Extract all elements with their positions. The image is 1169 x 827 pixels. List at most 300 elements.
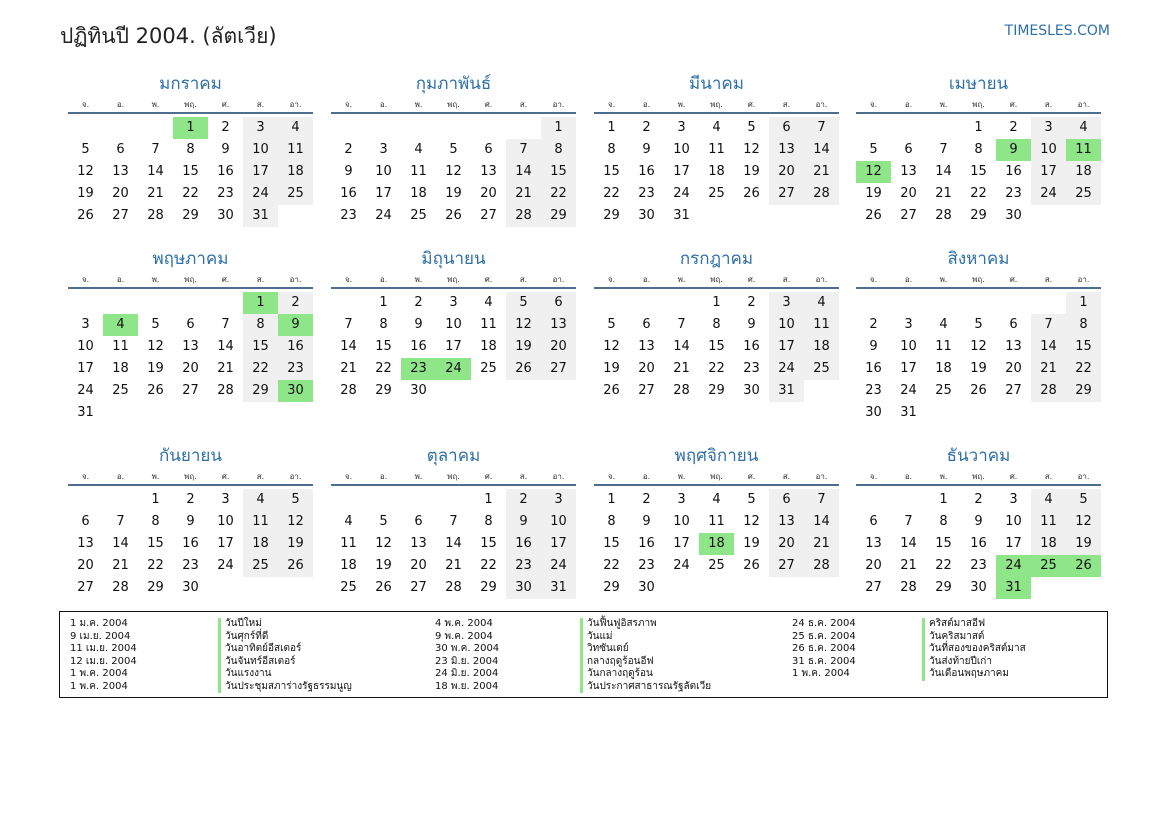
month-name: กุมภาพันธ์ [415,74,492,94]
day-cell: 1 [939,492,948,507]
day-cell: 14 [147,164,164,179]
day-cell: 4 [484,295,493,310]
day-cell: 8 [243,314,278,336]
day-empty [138,117,173,139]
day-cell: 29 [541,205,576,227]
weekday-label: พฤ. [710,472,723,481]
day-cell: 3 [541,489,576,511]
site-link[interactable]: TIMESLES.COM [1004,23,1110,39]
day-cell: 13 [77,536,94,551]
day-empty [103,292,138,314]
weekday-label: อ. [379,275,388,284]
page-title: ปฏิทินปี 2004. (ลัตเวีย) [60,24,277,48]
day-cell: 20 [865,558,882,573]
holiday-date: 11 เม.ย. 2004 [70,643,137,654]
day-cell: 18 [278,161,313,183]
day-cell: 6 [904,142,913,157]
day-cell: 19 [278,533,313,555]
day-cell: 9 [414,317,423,332]
weekday-label: พฤ. [972,472,985,481]
weekday-label: ส. [256,100,265,109]
day-cell: 17 [217,536,234,551]
day-cell: 23 [638,186,655,201]
day-cell: 17 [243,161,278,183]
month-block [68,70,313,227]
day-cell: 17 [673,536,690,551]
day-cell: 14 [340,339,357,354]
holiday-name: วันฟื้นฟูอิสรภาพ [580,618,711,631]
day-cell: 2 [414,295,423,310]
day-cell: 22 [603,186,620,201]
day-cell: 4 [712,492,721,507]
day-empty [331,489,366,511]
month-name: สิงหาคม [947,249,1010,269]
day-cell: 26 [865,208,882,223]
weekday-header [331,470,576,486]
day-cell: 3 [243,117,278,139]
day-cell: 7 [116,514,125,529]
day-cell: 18 [708,164,725,179]
weekday-label: อา. [289,472,302,481]
day-cell: 1 [173,117,208,139]
weekday-label: พ. [939,100,948,109]
day-cell: 5 [379,514,388,529]
day-cell: 20 [769,533,804,555]
day-cell: 4 [414,142,423,157]
weekday-label: ศ. [221,100,230,109]
month-name: ตุลาคม [426,446,481,466]
day-cell: 17 [673,164,690,179]
day-cell: 3 [449,295,458,310]
holiday-name: วันแรงงาน [218,668,352,681]
weekday-label: จ. [344,275,353,284]
day-cell: 9 [642,142,651,157]
day-cell: 30 [638,580,655,595]
day-cell: 23 [743,361,760,376]
day-cell: 2 [506,489,541,511]
day-cell: 5 [278,489,313,511]
day-cell: 28 [1031,380,1066,402]
day-cell: 19 [445,186,462,201]
day-cell: 29 [1066,380,1101,402]
month-name: กันยายน [158,446,222,466]
day-cell: 23 [401,358,436,380]
holiday-name: วันเดือนพฤษภาคม [922,668,1026,681]
weekday-label: พ. [151,472,160,481]
day-cell: 3 [1031,117,1066,139]
day-cell: 24 [243,183,278,205]
day-cell: 15 [603,536,620,551]
weekday-label: พ. [414,275,423,284]
day-cell: 29 [603,208,620,223]
day-cell: 4 [1031,489,1066,511]
day-cell: 25 [708,558,725,573]
day-cell: 29 [480,580,497,595]
holiday-name: วันปีใหม่ [218,618,352,631]
day-cell: 19 [1066,533,1101,555]
weekday-label: อ. [642,472,651,481]
day-cell: 9 [974,514,983,529]
day-cell: 10 [243,139,278,161]
day-grid [594,489,839,599]
day-cell: 11 [340,536,357,551]
day-cell: 6 [484,142,493,157]
day-grid [856,292,1101,424]
day-cell: 27 [900,208,917,223]
day-cell: 6 [414,514,423,529]
day-cell: 1 [712,295,721,310]
weekday-label: พ. [939,472,948,481]
day-cell: 8 [607,142,616,157]
day-cell: 5 [1066,489,1101,511]
day-cell: 20 [77,558,94,573]
holiday-name: วันศุกร์ที่ดี [218,631,352,644]
day-cell: 25 [340,580,357,595]
day-cell: 30 [638,208,655,223]
weekday-label: ส. [256,472,265,481]
holiday-name-column [922,618,1026,681]
weekday-label: จ. [607,472,616,481]
day-cell: 4 [344,514,353,529]
day-cell: 1 [1066,292,1101,314]
day-cell: 2 [344,142,353,157]
day-grid [331,117,576,227]
day-cell: 25 [243,555,278,577]
weekday-label: ส. [519,472,528,481]
day-cell: 1 [974,120,983,135]
day-cell: 14 [506,161,541,183]
day-cell: 2 [642,120,651,135]
day-cell: 28 [935,208,952,223]
weekday-label: อ. [904,472,913,481]
day-cell: 27 [480,208,497,223]
weekday-label: อ. [379,100,388,109]
day-cell: 2 [186,492,195,507]
day-cell: 13 [112,164,129,179]
weekday-label: พ. [414,472,423,481]
day-cell: 1 [243,292,278,314]
weekday-label: พ. [939,275,948,284]
day-cell: 1 [607,492,616,507]
weekday-label: ส. [1044,100,1053,109]
holiday-name: วันคริสมาสต์ [922,631,1026,644]
day-cell: 10 [769,314,804,336]
day-cell: 4 [939,317,948,332]
day-cell: 11 [935,339,952,354]
day-cell: 11 [1066,139,1101,161]
day-cell: 13 [182,339,199,354]
holiday-date: 12 เม.ย. 2004 [70,655,137,667]
day-cell: 10 [217,514,234,529]
day-cell: 9 [344,164,353,179]
day-cell: 25 [278,183,313,205]
day-cell: 8 [379,317,388,332]
day-cell: 3 [81,317,90,332]
weekday-label: ศ. [221,275,230,284]
day-cell: 28 [147,208,164,223]
weekday-label: ศ. [484,472,493,481]
day-cell: 13 [900,164,917,179]
weekday-label: ศ. [484,100,493,109]
day-cell: 3 [379,142,388,157]
day-cell: 26 [506,358,541,380]
weekday-label: อา. [1077,100,1090,109]
day-cell: 5 [747,120,756,135]
day-cell: 23 [506,555,541,577]
day-cell: 2 [974,492,983,507]
day-cell: 3 [904,317,913,332]
day-cell: 13 [769,139,804,161]
day-cell: 16 [865,361,882,376]
weekday-label: พ. [677,100,686,109]
day-cell: 28 [445,580,462,595]
holiday-name: วันอาทิตย์อีสเตอร์ [218,643,352,656]
holiday-name: วันจันทร์อีสเตอร์ [218,656,352,669]
day-cell: 10 [375,164,392,179]
day-cell: 24 [541,555,576,577]
day-cell: 14 [900,536,917,551]
day-cell: 7 [449,514,458,529]
weekday-label: อ. [642,100,651,109]
day-cell: 17 [77,361,94,376]
day-cell: 30 [970,580,987,595]
day-cell: 14 [112,536,129,551]
weekday-label: อา. [815,275,828,284]
holiday-date: 31 ธ.ค. 2004 [792,655,856,667]
day-cell: 30 [217,208,234,223]
day-cell: 22 [1066,358,1101,380]
day-cell: 23 [1005,186,1022,201]
day-empty [366,117,401,139]
weekday-label: พ. [414,100,423,109]
day-cell: 12 [856,161,891,183]
day-cell: 1 [151,492,160,507]
weekday-label: จ. [344,100,353,109]
day-cell: 24 [436,358,471,380]
day-empty [401,117,436,139]
weekday-label: พ. [677,472,686,481]
day-cell: 27 [769,555,804,577]
weekday-header [68,470,313,486]
weekday-label: อา. [552,100,565,109]
day-cell: 24 [217,558,234,573]
day-cell: 9 [186,514,195,529]
day-cell: 9 [996,139,1031,161]
day-cell: 26 [278,555,313,577]
day-cell: 30 [182,580,199,595]
day-empty [856,117,891,139]
day-cell: 2 [642,492,651,507]
weekday-label: พฤ. [447,100,460,109]
day-cell: 22 [935,558,952,573]
day-cell: 3 [677,120,686,135]
weekday-label: ส. [782,275,791,284]
month-block [594,70,839,227]
day-cell: 23 [278,358,313,380]
weekday-label: อา. [289,275,302,284]
day-cell: 28 [506,205,541,227]
day-cell: 3 [1009,492,1018,507]
day-cell: 27 [1005,383,1022,398]
weekday-label: พฤ. [710,275,723,284]
day-cell: 12 [1066,511,1101,533]
day-cell: 16 [638,536,655,551]
day-cell: 15 [375,339,392,354]
day-cell: 16 [1005,164,1022,179]
day-cell: 28 [112,580,129,595]
day-cell: 31 [77,405,94,420]
day-cell: 20 [769,161,804,183]
day-cell: 7 [677,317,686,332]
day-cell: 9 [642,514,651,529]
day-cell: 2 [869,317,878,332]
day-cell: 14 [804,139,839,161]
day-cell: 8 [484,514,493,529]
day-cell: 7 [506,139,541,161]
day-cell: 27 [541,358,576,380]
weekday-label: ส. [782,100,791,109]
day-cell: 29 [603,580,620,595]
day-cell: 15 [935,536,952,551]
day-cell: 19 [865,186,882,201]
day-cell: 7 [904,514,913,529]
day-empty [208,292,243,314]
holiday-date: 1 พ.ค. 2004 [70,668,128,679]
holiday-name-column [218,618,352,693]
month-name: มกราคม [159,74,222,94]
weekday-label: พฤ. [184,275,197,284]
day-cell: 2 [221,120,230,135]
day-cell: 9 [747,317,756,332]
weekday-header [331,273,576,289]
holiday-date: 24 มิ.ย. 2004 [435,668,499,679]
day-cell: 11 [278,139,313,161]
day-cell: 5 [607,317,616,332]
day-cell: 25 [804,358,839,380]
day-cell: 21 [217,361,234,376]
day-cell: 11 [410,164,427,179]
day-empty [926,117,961,139]
weekday-header [594,98,839,114]
day-cell: 17 [445,339,462,354]
weekday-label: จ. [81,100,90,109]
day-cell: 20 [182,361,199,376]
day-cell: 31 [673,208,690,223]
day-cell: 7 [804,117,839,139]
day-cell: 18 [1066,161,1101,183]
weekday-header [856,273,1101,289]
day-cell: 12 [603,339,620,354]
day-cell: 22 [182,186,199,201]
weekday-label: ศ. [1009,472,1018,481]
holiday-date: 30 พ.ค. 2004 [435,643,500,654]
day-cell: 31 [243,205,278,227]
weekday-label: ส. [519,100,528,109]
day-cell: 22 [708,361,725,376]
holiday-name: คริสต์มาสอีฟ [922,618,1026,631]
day-cell: 13 [410,536,427,551]
day-cell: 23 [340,208,357,223]
day-cell: 14 [445,536,462,551]
day-cell: 6 [769,489,804,511]
day-cell: 11 [1031,511,1066,533]
weekday-header [856,470,1101,486]
day-empty [68,489,103,511]
holiday-date: 4 พ.ค. 2004 [435,618,493,629]
day-cell: 10 [900,339,917,354]
day-cell: 12 [743,142,760,157]
day-empty [401,489,436,511]
day-cell: 6 [1009,317,1018,332]
day-cell: 19 [506,336,541,358]
weekday-label: อ. [116,275,125,284]
day-cell: 11 [243,511,278,533]
day-cell: 21 [1031,358,1066,380]
weekday-header [594,273,839,289]
day-cell: 10 [673,514,690,529]
holiday-date: 23 มิ.ย. 2004 [435,655,499,667]
day-empty [331,292,366,314]
day-cell: 18 [935,361,952,376]
weekday-label: พฤ. [447,472,460,481]
holiday-name: วิทซันเดย์ [580,643,711,656]
weekday-label: จ. [81,275,90,284]
day-empty [436,489,471,511]
day-cell: 8 [607,514,616,529]
weekday-label: พฤ. [184,472,197,481]
day-empty [891,489,926,511]
weekday-label: อ. [904,275,913,284]
day-cell: 3 [677,492,686,507]
day-cell: 28 [900,580,917,595]
month-name: พฤษภาคม [152,249,229,269]
day-cell: 21 [445,558,462,573]
holiday-name: วันประกาศสาธารณรัฐลัตเวีย [580,681,711,694]
day-cell: 6 [869,514,878,529]
holiday-date: 24 ธ.ค. 2004 [792,618,856,629]
day-cell: 25 [1031,555,1066,577]
day-cell: 25 [410,208,427,223]
day-cell: 17 [375,186,392,201]
day-cell: 19 [375,558,392,573]
day-cell: 20 [1005,361,1022,376]
weekday-label: จ. [344,472,353,481]
month-name: กรกฎาคม [679,249,754,269]
day-cell: 12 [970,339,987,354]
day-cell: 21 [673,361,690,376]
day-cell: 16 [340,186,357,201]
day-cell: 21 [804,533,839,555]
day-cell: 7 [151,142,160,157]
day-cell: 23 [865,383,882,398]
day-empty [594,292,629,314]
holiday-date-column [70,618,137,693]
day-cell: 20 [112,186,129,201]
day-cell: 5 [151,317,160,332]
weekday-label: อา. [815,100,828,109]
day-cell: 26 [375,580,392,595]
weekday-header [331,98,576,114]
day-cell: 13 [1005,339,1022,354]
day-cell: 15 [243,336,278,358]
day-cell: 29 [147,580,164,595]
day-cell: 12 [506,314,541,336]
day-cell: 2 [278,292,313,314]
day-empty [471,117,506,139]
weekday-label: พฤ. [972,100,985,109]
day-cell: 9 [278,314,313,336]
day-cell: 17 [1005,536,1022,551]
